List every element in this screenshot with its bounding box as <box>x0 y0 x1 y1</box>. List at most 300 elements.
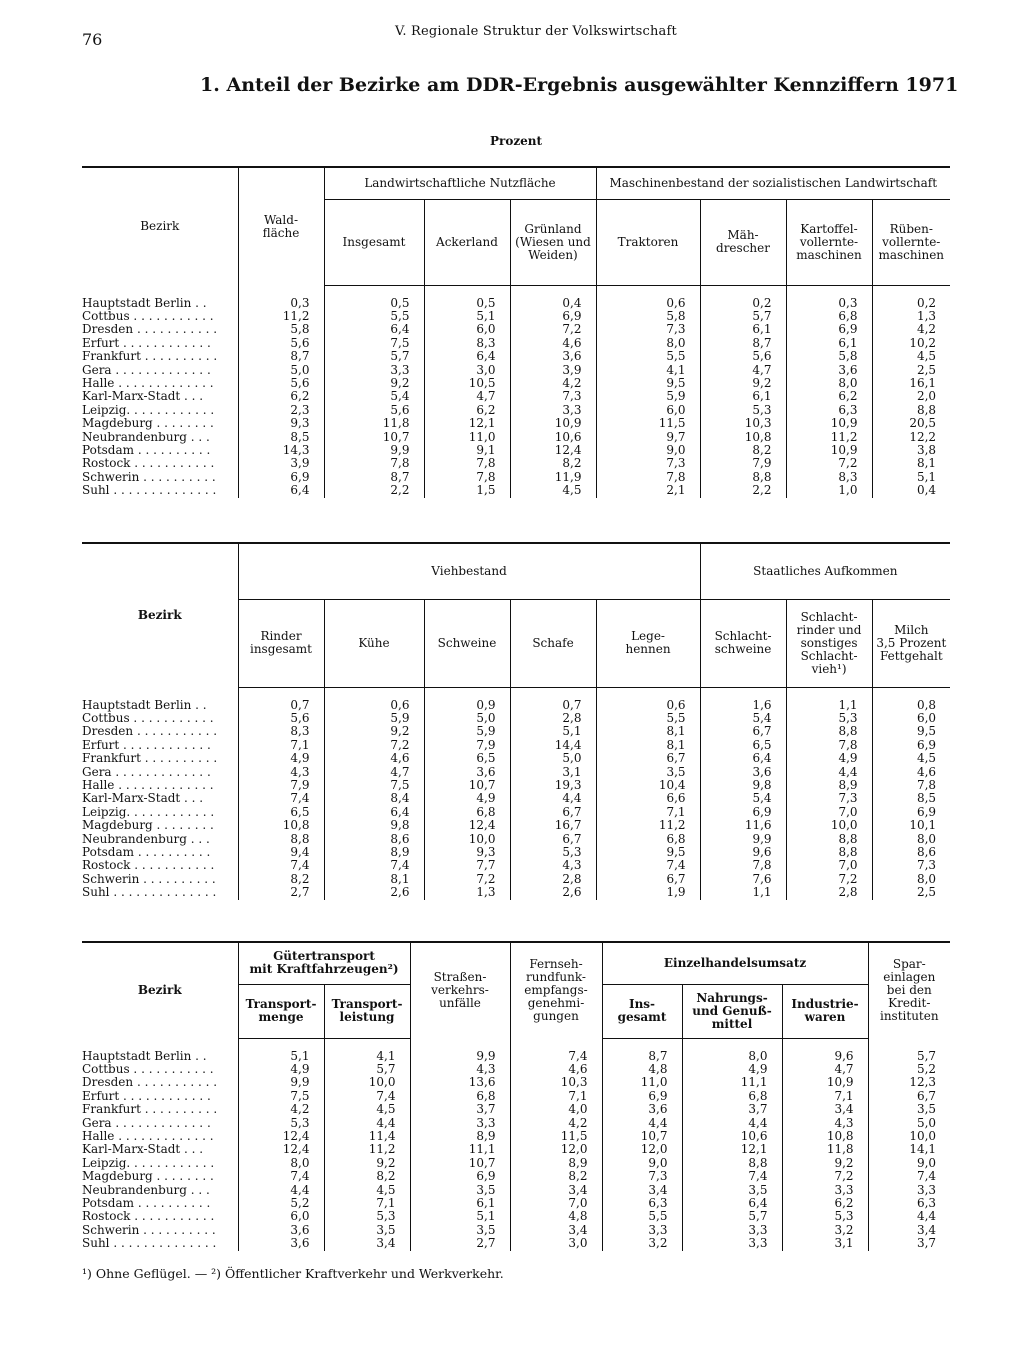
value-cell: 6,7 <box>596 873 700 886</box>
value-cell: 6,5 <box>424 752 510 765</box>
value-cell: 10,6 <box>682 1130 782 1143</box>
table-row <box>82 390 950 403</box>
value-cell: 4,9 <box>424 792 510 805</box>
bezirk-name: Dresden . . . . . . . . . . . <box>82 323 218 337</box>
value-cell: 16,1 <box>872 377 950 390</box>
header-group-viehbestand: Viehbestand <box>238 543 700 599</box>
value-cell: 7,8 <box>700 859 786 872</box>
header-bezirk: Bezirk <box>82 942 238 1038</box>
value-cell: 4,2 <box>872 323 950 336</box>
header-group-nutzflaeche: Landwirtschaftliche Nutzfläche <box>324 167 596 199</box>
value-cell: 5,3 <box>786 712 872 725</box>
value-cell: 10,1 <box>872 819 950 832</box>
value-cell: 0,6 <box>596 699 700 712</box>
value-cell: 3,6 <box>238 1237 324 1250</box>
value-cell: 5,4 <box>324 390 424 403</box>
table-row <box>82 873 950 886</box>
value-cell: 0,8 <box>872 699 950 712</box>
value-cell: 4,5 <box>510 484 596 497</box>
value-cell: 10,0 <box>424 833 510 846</box>
bezirk-name: Potsdam . . . . . . . . . . <box>82 443 211 457</box>
value-cell: 7,4 <box>868 1170 950 1183</box>
value-cell: 10,3 <box>510 1076 602 1089</box>
value-cell: 8,6 <box>324 833 424 846</box>
value-cell: 8,2 <box>510 457 596 470</box>
value-cell: 6,4 <box>324 806 424 819</box>
unit-label: Prozent <box>490 134 543 148</box>
value-cell: 6,9 <box>602 1090 682 1103</box>
value-cell: 3,3 <box>682 1224 782 1237</box>
value-cell: 2,6 <box>510 886 596 899</box>
value-cell: 8,9 <box>510 1157 602 1170</box>
bezirk-name: Schwerin . . . . . . . . . . <box>82 470 216 484</box>
value-cell: 6,9 <box>872 739 950 752</box>
value-cell: 6,1 <box>786 337 872 350</box>
header-rueben: Rüben- vollernte- maschinen <box>872 199 950 285</box>
value-cell: 4,4 <box>868 1210 950 1223</box>
value-cell: 0,6 <box>324 699 424 712</box>
value-cell: 3,4 <box>782 1103 868 1116</box>
table-row <box>82 350 950 363</box>
value-cell: 3,1 <box>782 1237 868 1250</box>
table-row <box>82 1076 950 1089</box>
value-cell: 10,4 <box>596 779 700 792</box>
value-cell: 4,5 <box>324 1103 410 1116</box>
header-schweine: Schweine <box>424 599 510 687</box>
table-row <box>82 471 950 484</box>
value-cell: 11,5 <box>596 417 700 430</box>
value-cell: 7,1 <box>324 1197 410 1210</box>
header-traktoren: Traktoren <box>596 199 700 285</box>
value-cell: 3,6 <box>510 350 596 363</box>
value-cell: 6,9 <box>872 806 950 819</box>
value-cell: 5,5 <box>324 310 424 323</box>
value-cell: 9,8 <box>700 779 786 792</box>
value-cell: 4,3 <box>510 859 596 872</box>
value-cell: 6,8 <box>424 806 510 819</box>
value-cell: 6,7 <box>510 806 596 819</box>
value-cell: 4,5 <box>324 1184 410 1197</box>
table-row <box>82 752 950 765</box>
header-waldflaeche: Wald- fläche <box>238 167 324 285</box>
value-cell: 2,7 <box>238 886 324 899</box>
value-cell: 8,3 <box>238 725 324 738</box>
value-cell: 0,5 <box>424 297 510 310</box>
table-row <box>82 859 950 872</box>
value-cell: 12,1 <box>682 1143 782 1156</box>
value-cell: 3,5 <box>410 1224 510 1237</box>
value-cell: 11,8 <box>324 417 424 430</box>
bezirk-name: Suhl . . . . . . . . . . . . . . <box>82 886 217 900</box>
value-cell: 5,6 <box>238 712 324 725</box>
value-cell: 5,8 <box>238 323 324 336</box>
table-row <box>82 1130 950 1143</box>
value-cell: 7,2 <box>424 873 510 886</box>
bezirk-name: Gera . . . . . . . . . . . . . <box>82 1116 211 1130</box>
header-insgesamt: Insgesamt <box>324 199 424 285</box>
value-cell: 8,0 <box>238 1157 324 1170</box>
value-cell: 6,9 <box>410 1170 510 1183</box>
table-row <box>82 297 950 310</box>
value-cell: 6,2 <box>782 1197 868 1210</box>
bezirk-name: Neubrandenburg . . . <box>82 430 210 444</box>
value-cell: 3,4 <box>868 1224 950 1237</box>
value-cell: 9,8 <box>324 819 424 832</box>
value-cell: 8,8 <box>238 833 324 846</box>
value-cell: 11,2 <box>596 819 700 832</box>
value-cell: 10,8 <box>700 431 786 444</box>
bezirk-name: Cottbus . . . . . . . . . . . <box>82 1062 214 1076</box>
value-cell: 9,5 <box>872 725 950 738</box>
table-land-use <box>82 166 950 498</box>
value-cell: 6,0 <box>424 323 510 336</box>
value-cell: 10,0 <box>786 819 872 832</box>
value-cell: 7,9 <box>700 457 786 470</box>
value-cell: 1,0 <box>786 484 872 497</box>
value-cell: 4,9 <box>238 1063 324 1076</box>
table-row <box>82 725 950 738</box>
value-cell: 4,3 <box>238 766 324 779</box>
value-cell: 6,8 <box>786 310 872 323</box>
value-cell: 9,9 <box>324 444 424 457</box>
header-fernseh: Fernseh- rundfunk- empfangs- genehmi- gungen <box>510 942 602 1038</box>
value-cell: 9,6 <box>782 1050 868 1063</box>
value-cell: 8,7 <box>324 471 424 484</box>
header-bezirk: Bezirk <box>82 167 238 285</box>
value-cell: 7,2 <box>510 323 596 336</box>
bezirk-name: Rostock . . . . . . . . . . . <box>82 457 215 471</box>
value-cell: 5,3 <box>782 1210 868 1223</box>
value-cell: 3,3 <box>782 1184 868 1197</box>
value-cell: 6,3 <box>868 1197 950 1210</box>
value-cell: 8,2 <box>700 444 786 457</box>
value-cell: 4,4 <box>510 792 596 805</box>
header-ackerland: Ackerland <box>424 199 510 285</box>
bezirk-name: Karl-Marx-Stadt . . . <box>82 1143 204 1157</box>
table-row <box>82 1170 950 1183</box>
value-cell: 11,1 <box>410 1143 510 1156</box>
value-cell: 3,5 <box>596 766 700 779</box>
value-cell: 1,9 <box>596 886 700 899</box>
value-cell: 11,2 <box>238 310 324 323</box>
value-cell: 6,4 <box>238 484 324 497</box>
bezirk-name: Erfurt . . . . . . . . . . . . <box>82 1089 211 1103</box>
value-cell: 6,9 <box>700 806 786 819</box>
value-cell: 4,7 <box>324 766 424 779</box>
value-cell: 8,1 <box>596 739 700 752</box>
value-cell: 0,6 <box>596 297 700 310</box>
bezirk-name: Potsdam . . . . . . . . . . <box>82 1196 211 1210</box>
bezirk-name: Hauptstadt Berlin . . <box>82 296 207 310</box>
value-cell: 6,7 <box>596 752 700 765</box>
value-cell: 5,5 <box>596 712 700 725</box>
value-cell: 4,1 <box>596 364 700 377</box>
value-cell: 4,6 <box>510 337 596 350</box>
value-cell: 5,9 <box>596 390 700 403</box>
value-cell: 7,0 <box>786 806 872 819</box>
value-cell: 4,7 <box>424 390 510 403</box>
value-cell: 4,4 <box>786 766 872 779</box>
value-cell: 1,6 <box>700 699 786 712</box>
value-cell: 5,1 <box>410 1210 510 1223</box>
value-cell: 4,4 <box>682 1117 782 1130</box>
value-cell: 5,5 <box>596 350 700 363</box>
value-cell: 7,5 <box>324 337 424 350</box>
value-cell: 4,4 <box>324 1117 410 1130</box>
value-cell: 6,1 <box>410 1197 510 1210</box>
bezirk-name: Suhl . . . . . . . . . . . . . . <box>82 1237 217 1251</box>
value-cell: 6,0 <box>238 1210 324 1223</box>
value-cell: 7,0 <box>510 1197 602 1210</box>
value-cell: 6,2 <box>238 390 324 403</box>
value-cell: 5,7 <box>700 310 786 323</box>
value-cell: 5,0 <box>868 1117 950 1130</box>
value-cell: 5,9 <box>324 712 424 725</box>
value-cell: 3,5 <box>410 1184 510 1197</box>
value-cell: 11,4 <box>324 1130 410 1143</box>
value-cell: 4,6 <box>324 752 424 765</box>
value-cell: 7,5 <box>238 1090 324 1103</box>
value-cell: 3,4 <box>510 1224 602 1237</box>
value-cell: 8,1 <box>324 873 424 886</box>
table-row <box>82 310 950 323</box>
value-cell: 10,9 <box>510 417 596 430</box>
value-cell: 0,3 <box>786 297 872 310</box>
bezirk-name: Suhl . . . . . . . . . . . . . . <box>82 484 217 498</box>
value-cell: 11,2 <box>786 431 872 444</box>
value-cell: 10,5 <box>424 377 510 390</box>
value-cell: 7,2 <box>324 739 424 752</box>
table-row <box>82 444 950 457</box>
value-cell: 3,4 <box>510 1184 602 1197</box>
table-row <box>82 1157 950 1170</box>
value-cell: 9,2 <box>324 1157 410 1170</box>
header-gruenland: Grünland (Wiesen und Weiden) <box>510 199 596 285</box>
value-cell: 5,3 <box>700 404 786 417</box>
value-cell: 10,9 <box>782 1076 868 1089</box>
bezirk-name: Potsdam . . . . . . . . . . <box>82 845 211 859</box>
value-cell: 11,9 <box>510 471 596 484</box>
table-row <box>82 1197 950 1210</box>
value-cell: 3,7 <box>682 1103 782 1116</box>
table-row <box>82 846 950 859</box>
value-cell: 8,0 <box>872 873 950 886</box>
value-cell: 1,3 <box>872 310 950 323</box>
header-unfaelle: Straßen- verkehrs- unfälle <box>410 942 510 1038</box>
value-cell: 5,7 <box>324 350 424 363</box>
value-cell: 7,4 <box>238 1170 324 1183</box>
value-cell: 9,2 <box>700 377 786 390</box>
header-transportmenge: Transport- menge <box>238 984 324 1038</box>
value-cell: 4,7 <box>700 364 786 377</box>
value-cell: 5,5 <box>602 1210 682 1223</box>
value-cell: 7,8 <box>786 739 872 752</box>
table-row <box>82 377 950 390</box>
value-cell: 7,3 <box>596 323 700 336</box>
value-cell: 6,7 <box>700 725 786 738</box>
value-cell: 4,6 <box>510 1063 602 1076</box>
table-row <box>82 1050 950 1063</box>
value-cell: 5,8 <box>596 310 700 323</box>
value-cell: 7,4 <box>238 859 324 872</box>
value-cell: 12,2 <box>872 431 950 444</box>
bezirk-name: Frankfurt . . . . . . . . . . <box>82 350 218 364</box>
value-cell: 7,4 <box>682 1170 782 1183</box>
value-cell: 1,1 <box>700 886 786 899</box>
value-cell: 16,7 <box>510 819 596 832</box>
value-cell: 8,9 <box>324 846 424 859</box>
value-cell: 12,4 <box>424 819 510 832</box>
value-cell: 8,1 <box>872 457 950 470</box>
bezirk-name: Neubrandenburg . . . <box>82 1183 210 1197</box>
bezirk-name: Magdeburg . . . . . . . . <box>82 1170 214 1184</box>
value-cell: 5,4 <box>700 712 786 725</box>
value-cell: 11,1 <box>682 1076 782 1089</box>
value-cell: 3,8 <box>872 444 950 457</box>
bezirk-name: Karl-Marx-Stadt . . . <box>82 792 204 806</box>
value-cell: 3,9 <box>510 364 596 377</box>
value-cell: 8,8 <box>700 471 786 484</box>
table-row <box>82 739 950 752</box>
table-row <box>82 779 950 792</box>
header-group-maschinen: Maschinenbestand der sozialistischen Landwirtschaft <box>596 167 950 199</box>
value-cell: 3,2 <box>782 1224 868 1237</box>
value-cell: 6,8 <box>596 833 700 846</box>
value-cell: 2,7 <box>410 1237 510 1250</box>
value-cell: 10,0 <box>868 1130 950 1143</box>
bezirk-name: Cottbus . . . . . . . . . . . <box>82 711 214 725</box>
value-cell: 11,0 <box>424 431 510 444</box>
value-cell: 6,2 <box>424 404 510 417</box>
value-cell: 8,7 <box>602 1050 682 1063</box>
value-cell: 7,4 <box>324 859 424 872</box>
value-cell: 5,7 <box>868 1050 950 1063</box>
value-cell: 2,8 <box>786 886 872 899</box>
value-cell: 12,4 <box>238 1143 324 1156</box>
value-cell: 9,0 <box>868 1157 950 1170</box>
value-cell: 9,9 <box>410 1050 510 1063</box>
value-cell: 14,1 <box>868 1143 950 1156</box>
value-cell: 7,4 <box>238 792 324 805</box>
value-cell: 4,2 <box>510 377 596 390</box>
value-cell: 7,4 <box>324 1090 410 1103</box>
value-cell: 4,2 <box>238 1103 324 1116</box>
value-cell: 13,6 <box>410 1076 510 1089</box>
value-cell: 0,9 <box>424 699 510 712</box>
value-cell: 3,6 <box>424 766 510 779</box>
value-cell: 4,8 <box>510 1210 602 1223</box>
value-cell: 3,3 <box>602 1224 682 1237</box>
running-head: V. Regionale Struktur der Volkswirtschaft <box>395 24 677 39</box>
header-kartoffel: Kartoffel- vollernte- maschinen <box>786 199 872 285</box>
header-group-aufkommen: Staatliches Aufkommen <box>700 543 950 599</box>
value-cell: 4,5 <box>872 350 950 363</box>
value-cell: 5,9 <box>424 725 510 738</box>
table-transport-trade <box>82 941 950 1251</box>
bezirk-name: Rostock . . . . . . . . . . . <box>82 1210 215 1224</box>
value-cell: 7,1 <box>596 806 700 819</box>
bezirk-name: Leipzig. . . . . . . . . . . . <box>82 403 215 417</box>
bezirk-name: Dresden . . . . . . . . . . . <box>82 1076 218 1090</box>
value-cell: 10,3 <box>700 417 786 430</box>
value-cell: 3,2 <box>602 1237 682 1250</box>
value-cell: 9,3 <box>424 846 510 859</box>
value-cell: 6,9 <box>510 310 596 323</box>
value-cell: 8,2 <box>324 1170 410 1183</box>
value-cell: 12,4 <box>510 444 596 457</box>
table-row <box>82 886 950 899</box>
value-cell: 7,3 <box>510 390 596 403</box>
value-cell: 5,1 <box>238 1050 324 1063</box>
value-cell: 3,7 <box>868 1237 950 1250</box>
header-nahrung: Nahrungs- und Genuß- mittel <box>682 984 782 1038</box>
value-cell: 7,4 <box>510 1050 602 1063</box>
bezirk-name: Dresden . . . . . . . . . . . <box>82 725 218 739</box>
value-cell: 4,5 <box>872 752 950 765</box>
table-row <box>82 806 950 819</box>
value-cell: 3,6 <box>700 766 786 779</box>
value-cell: 8,9 <box>410 1130 510 1143</box>
bezirk-name: Cottbus . . . . . . . . . . . <box>82 309 214 323</box>
bezirk-name: Erfurt . . . . . . . . . . . . <box>82 738 211 752</box>
value-cell: 9,9 <box>238 1076 324 1089</box>
table-row <box>82 1090 950 1103</box>
value-cell: 7,2 <box>782 1170 868 1183</box>
table-row <box>82 417 950 430</box>
value-cell: 7,8 <box>596 471 700 484</box>
value-cell: 6,8 <box>682 1090 782 1103</box>
value-cell: 1,3 <box>424 886 510 899</box>
value-cell: 5,3 <box>324 1210 410 1223</box>
value-cell: 3,3 <box>410 1117 510 1130</box>
value-cell: 14,3 <box>238 444 324 457</box>
value-cell: 5,6 <box>238 377 324 390</box>
value-cell: 0,7 <box>238 699 324 712</box>
value-cell: 12,4 <box>238 1130 324 1143</box>
value-cell: 11,6 <box>700 819 786 832</box>
value-cell: 9,5 <box>596 377 700 390</box>
value-cell: 8,5 <box>872 792 950 805</box>
value-cell: 7,8 <box>872 779 950 792</box>
table-row <box>82 1184 950 1197</box>
value-cell: 9,1 <box>424 444 510 457</box>
value-cell: 0,5 <box>324 297 424 310</box>
value-cell: 5,3 <box>238 1117 324 1130</box>
value-cell: 7,8 <box>424 471 510 484</box>
value-cell: 8,7 <box>238 350 324 363</box>
value-cell: 7,8 <box>424 457 510 470</box>
value-cell: 2,2 <box>324 484 424 497</box>
bezirk-name: Magdeburg . . . . . . . . <box>82 819 214 833</box>
value-cell: 8,0 <box>872 833 950 846</box>
table-row <box>82 1210 950 1223</box>
header-industriewaren: Industrie- waren <box>782 984 868 1038</box>
value-cell: 4,4 <box>602 1117 682 1130</box>
table-row <box>82 337 950 350</box>
value-cell: 6,4 <box>424 350 510 363</box>
bezirk-name: Gera . . . . . . . . . . . . . <box>82 363 211 377</box>
value-cell: 8,2 <box>510 1170 602 1183</box>
value-cell: 12,1 <box>424 417 510 430</box>
value-cell: 11,0 <box>602 1076 682 1089</box>
table-row <box>82 404 950 417</box>
header-maehdrescher: Mäh- drescher <box>700 199 786 285</box>
bezirk-name: Frankfurt . . . . . . . . . . <box>82 1103 218 1117</box>
value-cell: 4,7 <box>782 1063 868 1076</box>
value-cell: 7,2 <box>786 873 872 886</box>
page-title: 1. Anteil der Bezirke am DDR-Ergebnis ausgewählter Kennziffern 1971 <box>200 74 959 96</box>
value-cell: 7,8 <box>324 457 424 470</box>
